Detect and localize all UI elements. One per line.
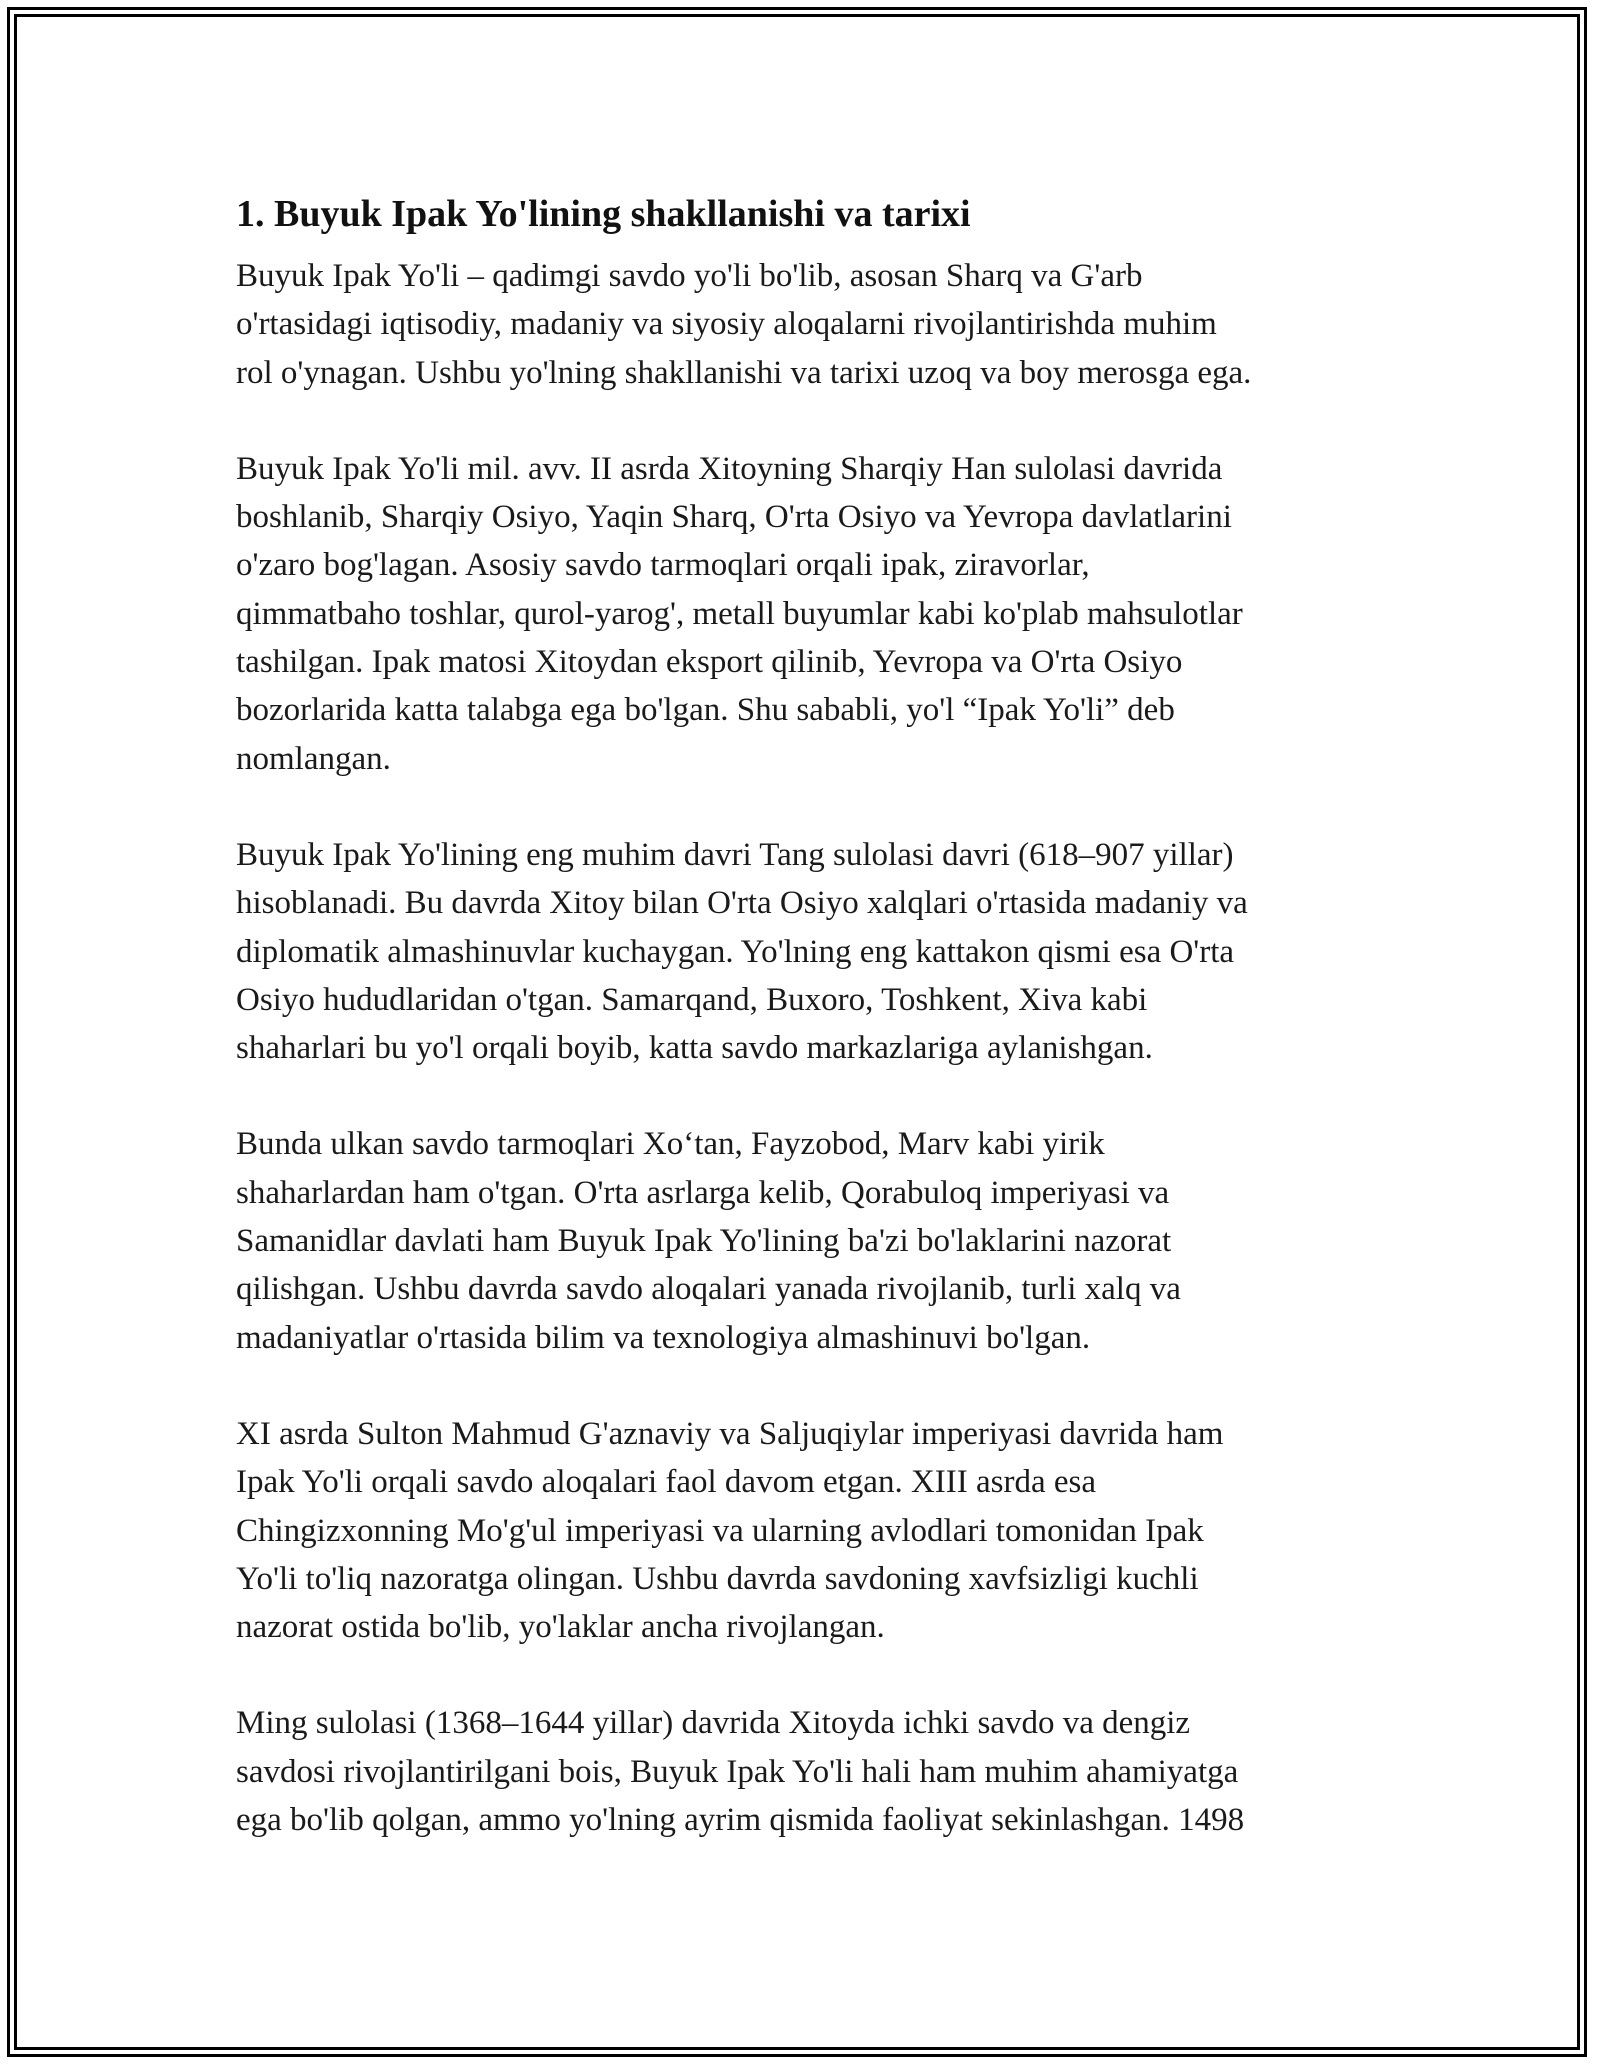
paragraph-6	[236, 1699, 1376, 1844]
text-line: Samanidlar davlati ham Buyuk Ipak Yo'lining ba'zi bo'laklarini nazorat	[236, 1223, 1172, 1260]
text-line: boshlanib, Sharqiy Osiyo, Yaqin Sharq, O'rta Osiyo va Yevropa davlatlarini	[236, 499, 1232, 536]
text-line: Yo'li to'liq nazoratga olingan. Ushbu davrda savdoning xavfsizligi kuchli	[236, 1560, 1199, 1597]
text-line: qimmatbaho toshlar, qurol-yarog', metall buyumlar kabi ko'plab mahsulotlar	[236, 595, 1243, 632]
text-line: Buyuk Ipak Yo'lining eng muhim davri Tang sulolasi davri (618–907 yillar)	[236, 836, 1234, 873]
text-line: ega bo'lib qolgan, ammo yo'lning ayrim qismida faoliyat sekinlashgan. 1498	[236, 1802, 1245, 1839]
paragraph-4	[236, 1120, 1376, 1361]
text-line: Bunda ulkan savdo tarmoqlari Xo‘tan, Fayzobod, Marv kabi yirik	[236, 1126, 1105, 1163]
paragraph-1	[236, 252, 1376, 397]
text-line: nazorat ostida bo'lib, yo'laklar ancha rivojlangan.	[236, 1609, 885, 1646]
text-line: Buyuk Ipak Yo'li – qadimgi savdo yo'li bo'lib, asosan Sharq va G'arb	[236, 258, 1143, 294]
text-line: XI asrda Sulton Mahmud G'aznaviy va Saljuqiylar imperiyasi davrida ham	[236, 1415, 1224, 1452]
text-line: hisoblanadi. Bu davrda Xitoy bilan O'rta Osiyo xalqlari o'rtasida madaniy va	[236, 885, 1248, 922]
text-line: Ipak Yo'li orqali savdo aloqalari faol davom etgan. XIII asrda esa	[236, 1464, 1097, 1501]
text-line: tashilgan. Ipak matosi Xitoydan eksport qilinib, Yevropa va O'rta Osiyo	[236, 644, 1183, 681]
text-line: o'zaro bog'lagan. Asosiy savdo tarmoqlari orqali ipak, ziravorlar,	[236, 547, 1090, 584]
document-body	[236, 186, 1376, 1892]
text-line: Chingizxonning Mo'g'ul imperiyasi va ularning avlodlari tomonidan Ipak	[236, 1512, 1204, 1549]
text-line: savdosi rivojlantirilgani bois, Buyuk Ipak Yo'li hali ham muhim ahamiyatga	[236, 1753, 1239, 1790]
text-line: diplomatik almashinuvlar kuchaygan. Yo'lning eng kattakon qismi esa O'rta	[236, 933, 1235, 970]
text-line: Osiyo hududlaridan o'tgan. Samarqand, Buxoro, Toshkent, Xiva kabi	[236, 981, 1148, 1018]
text-line: qilishgan. Ushbu davrda savdo aloqalari yanada rivojlanib, turli xalq va	[236, 1271, 1181, 1308]
paragraph-3	[236, 831, 1376, 1072]
text-line: bozorlarida katta talabga ega bo'lgan. Shu sababli, yo'l “Ipak Yo'li” deb	[236, 692, 1175, 729]
paragraph-2	[236, 445, 1376, 783]
text-line: rol o'ynagan. Ushbu yo'lning shakllanishi va tarixi uzoq va boy merosga ega.	[236, 354, 1252, 391]
text-line: shaharlari bu yo'l orqali boyib, katta savdo markazlariga aylanishgan.	[236, 1030, 1153, 1067]
text-line: Buyuk Ipak Yo'li mil. avv. II asrda Xitoyning Sharqiy Han sulolasi davrida	[236, 450, 1223, 487]
section-heading: 1. Buyuk Ipak Yo'lining shakllanishi va tarixi	[236, 193, 971, 235]
text-line: o'rtasidagi iqtisodiy, madaniy va siyosiy aloqalarni rivojlantirishda muhim	[236, 306, 1217, 343]
text-line: nomlangan.	[236, 740, 391, 777]
paragraph-5	[236, 1410, 1376, 1651]
text-line: shaharlardan ham o'tgan. O'rta asrlarga kelib, Qorabuloq imperiyasi va	[236, 1174, 1170, 1211]
text-line: madaniyatlar o'rtasida bilim va texnologiya almashinuvi bo'lgan.	[236, 1319, 1091, 1356]
text-line: Ming sulolasi (1368–1644 yillar) davrida Xitoyda ichki savdo va dengiz	[236, 1705, 1191, 1742]
